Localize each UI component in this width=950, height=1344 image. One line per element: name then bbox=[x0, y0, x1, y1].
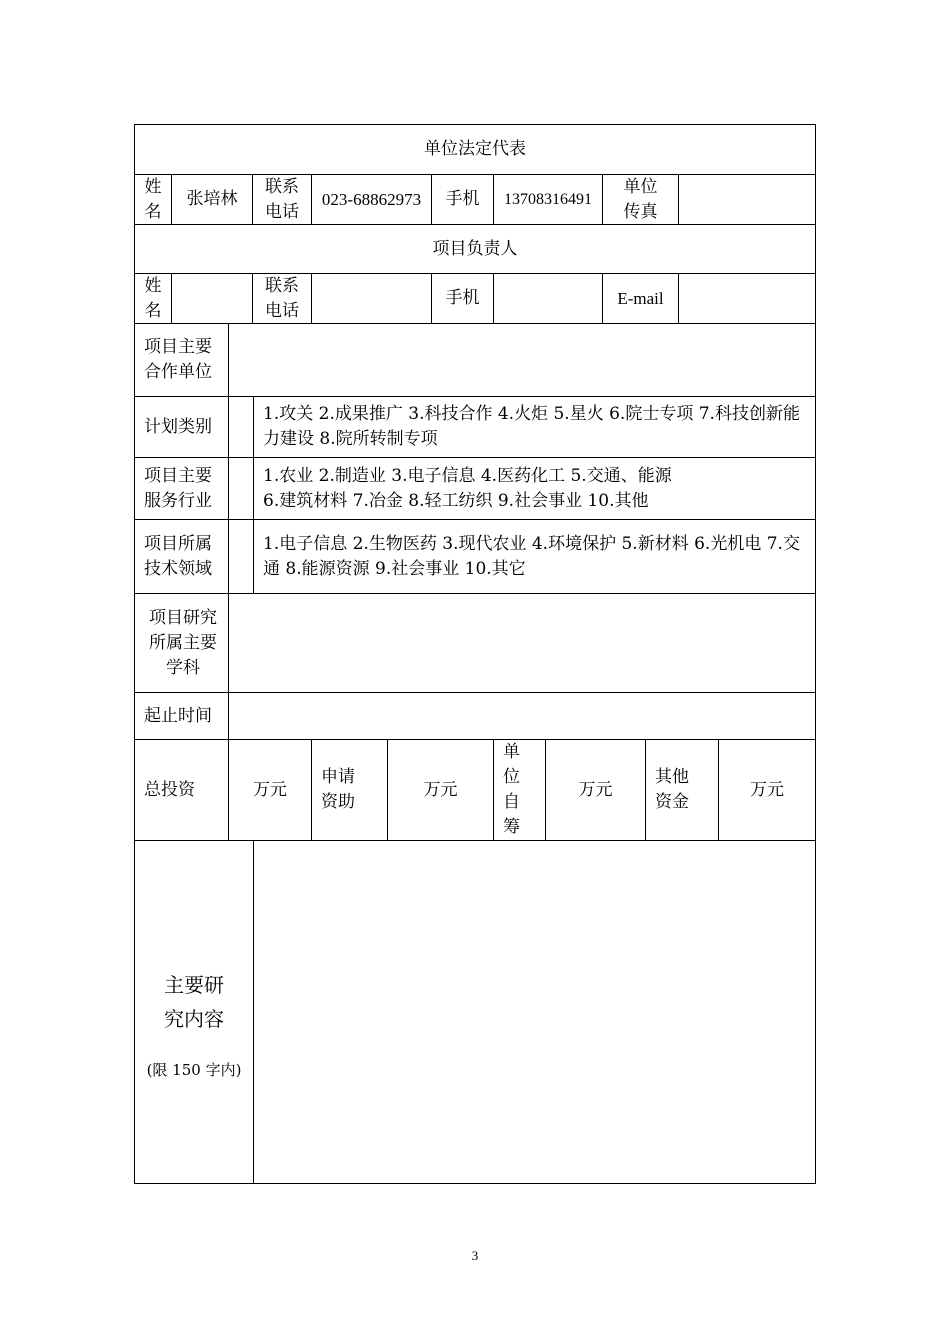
partners-label: 项目主要合作单位 bbox=[135, 324, 229, 397]
legal-rep-phone-value: 023-68862973 bbox=[312, 175, 432, 225]
tech-field-label: 项目所属技术领域 bbox=[135, 520, 229, 594]
leader-email-value bbox=[679, 274, 815, 324]
period-value bbox=[229, 693, 815, 740]
leader-phone-value bbox=[312, 274, 432, 324]
research-label-cell bbox=[135, 841, 254, 1183]
discipline-value bbox=[229, 594, 815, 693]
self-funded-unit: 万元 bbox=[546, 740, 646, 841]
legal-rep-phone-label: 联系电话 bbox=[253, 175, 312, 225]
tech-field-spacer bbox=[229, 520, 254, 594]
leader-name-value bbox=[172, 274, 253, 324]
total-investment-label: 总投资 bbox=[135, 740, 229, 841]
plan-category-label: 计划类别 bbox=[135, 397, 229, 458]
service-industry-line-2: 6.建筑材料 7.冶金 8.轻工纺织 9.社会事业 10.其他 bbox=[263, 490, 649, 511]
plan-category-spacer bbox=[229, 397, 254, 458]
grant-unit: 万元 bbox=[388, 740, 494, 841]
legal-rep-header: 单位法定代表 bbox=[135, 125, 815, 175]
service-industry-spacer bbox=[229, 458, 254, 520]
research-label: 主要研究内容 bbox=[164, 972, 224, 1031]
legal-rep-fax-label: 单位传真 bbox=[603, 175, 679, 225]
plan-category-options: 1.攻关 2.成果推广 3.科技合作 4.火炬 5.星火 6.院士专项 7.科技创新能力建设 8.院所转制专项 bbox=[254, 397, 815, 458]
legal-rep-mobile-value: 13708316491 bbox=[494, 175, 603, 225]
discipline-label: 项目研究所属主要学科 bbox=[135, 594, 229, 693]
other-funds-label: 其他资金 bbox=[646, 740, 719, 841]
leader-name-label: 姓名 bbox=[135, 274, 172, 324]
leader-mobile-value bbox=[494, 274, 603, 324]
legal-rep-name-label: 姓名 bbox=[135, 175, 172, 225]
service-industry-line-1: 1.农业 2.制造业 3.电子信息 4.医药化工 5.交通、能源 bbox=[263, 465, 672, 486]
leader-mobile-label: 手机 bbox=[432, 274, 494, 324]
legal-rep-name-value: 张培林 bbox=[172, 175, 253, 225]
period-label: 起止时间 bbox=[135, 693, 229, 740]
page-number: 3 bbox=[471, 1248, 479, 1263]
leader-phone-label: 联系电话 bbox=[253, 274, 312, 324]
tech-field-options: 1.电子信息 2.生物医药 3.现代农业 4.环境保护 5.新材料 6.光机电 7.交通 8.能源资源 9.社会事业 10.其它 bbox=[254, 520, 815, 594]
other-funds-unit: 万元 bbox=[719, 740, 815, 841]
legal-rep-mobile-label: 手机 bbox=[432, 175, 494, 225]
legal-rep-fax-value bbox=[679, 175, 815, 225]
service-industry-label: 项目主要服务行业 bbox=[135, 458, 229, 520]
grant-label: 申请资助 bbox=[312, 740, 388, 841]
research-limit: (限 150 字内) bbox=[146, 1060, 242, 1079]
service-industry-options bbox=[254, 458, 815, 520]
leader-email-label: E-mail bbox=[603, 274, 679, 324]
self-funded-label: 单位自筹 bbox=[494, 740, 546, 841]
research-content-value bbox=[254, 841, 815, 1183]
total-investment-unit: 万元 bbox=[229, 740, 312, 841]
project-leader-header: 项目负责人 bbox=[135, 225, 815, 274]
partners-value bbox=[229, 324, 815, 397]
